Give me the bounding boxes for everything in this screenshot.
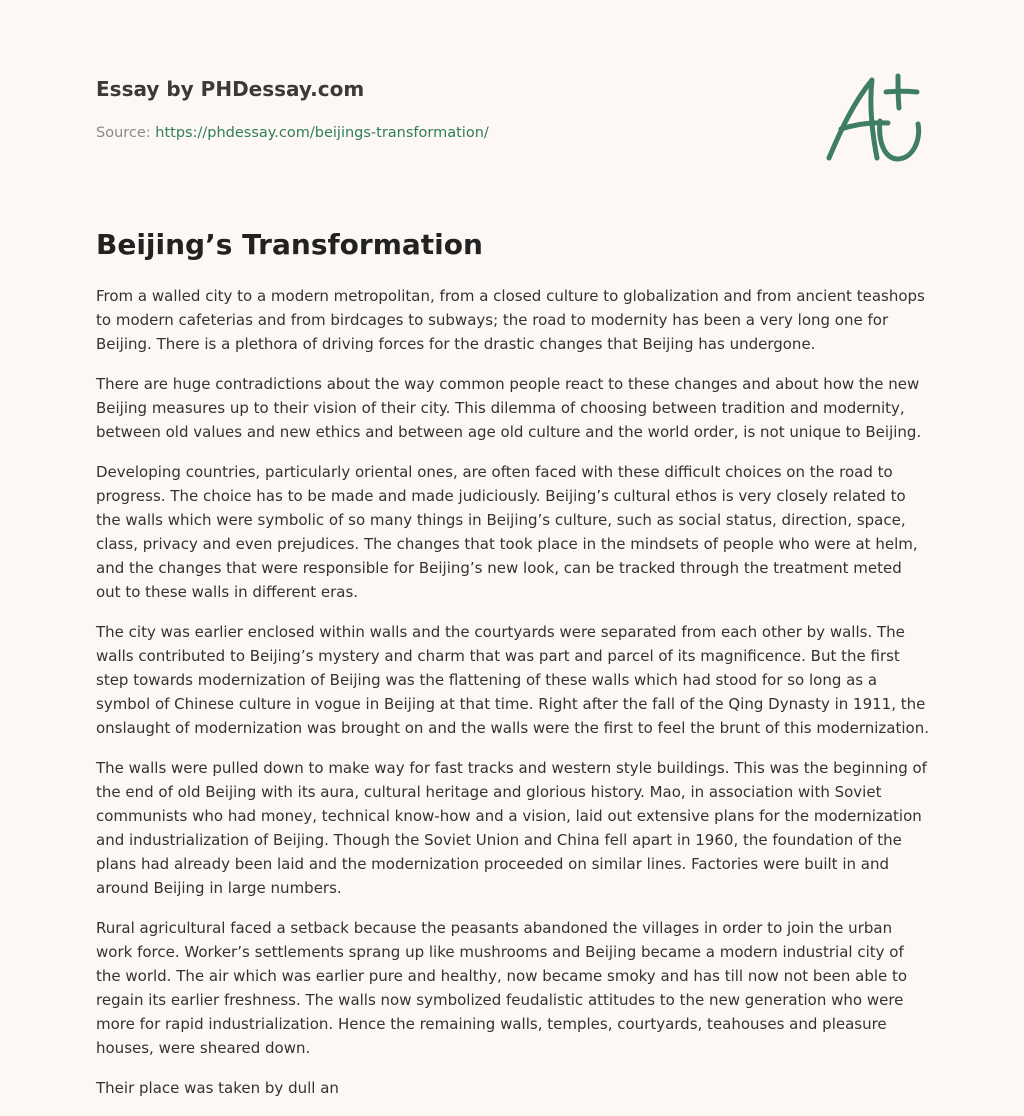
essay-body bbox=[96, 284, 930, 1116]
source-link[interactable]: https://phdessay.com/beijings-transformation/ bbox=[155, 125, 489, 141]
essay-paragraph: Rural agricultural faced a setback because the peasants abandoned the villages in order to join the urban work force. Worker’s settlements sprang up like mushrooms and Beijing became a modern industrial city of the world. The air which was earlier pure and healthy, now became smoky and has till now not been able to regain its earlier freshness. The walls now symbolized feudalistic attitudes to the new generation who were more for rapid industrialization. Hence the remaining walls, temples, courtyards, teahouses and pleasure houses, were sheared down. bbox=[96, 919, 908, 1057]
essay-paragraph: Developing countries, particularly oriental ones, are often faced with these difficult choices on the road to progress. The choice has to be made and made judiciously. Beijing’s cultural ethos is very closely related to the walls which were symbolic of so many things in Beijing’s culture, such as social status, direction, space, class, privacy and even prejudices. The changes that took place in the mindsets of people who were at helm, and the changes that were responsible for Beijing’s new look, can be tracked through the treatment meted out to these walls in different eras. bbox=[96, 463, 918, 601]
essay-paragraph: The walls were pulled down to make way for fast tracks and western style buildings. This was the beginning of the end of old Beijing with its aura, cultural heritage and glorious history. Mao, in association with Soviet communists who had money, technical know-how and a vision, laid out extensive plans for the modernization and industrialization of Beijing. Though the Soviet Union and China fell apart in 1960, the foundation of the plans had already been laid and the modernization proceeded on similar lines. Factories were built in and around Beijing in large numbers. bbox=[96, 759, 927, 897]
essay-paragraph: The city was earlier enclosed within walls and the courtyards were separated from each other by walls. The walls contributed to Beijing’s mystery and charm that was part and parcel of its magnificence. But the first step towards modernization of Beijing was the flattening of these walls which had stood for so long as a symbol of Chinese culture in vogue in Beijing at that time. Right after the fall of the Qing Dynasty in 1911, the onslaught of modernization was brought on and the walls were the first to feel the brunt of this modernization. bbox=[96, 623, 929, 737]
source-line bbox=[96, 122, 696, 144]
circle-loop bbox=[880, 121, 919, 159]
source-label: Source: bbox=[96, 125, 156, 141]
essay-paragraph: From a walled city to a modern metropolitan, from a closed culture to globalization and from ancient teashops to modern cafeterias and from birdcages to subways; the road to modernity has been a very long one for Beijing. There is a plethora of driving forces for the drastic changes that Beijing has undergone. bbox=[96, 287, 925, 353]
letter-a-stroke bbox=[829, 80, 877, 158]
a-plus-grade-icon bbox=[820, 66, 930, 166]
essay-header bbox=[96, 74, 696, 144]
brand-title: Essay by PHDessay.com bbox=[96, 77, 365, 101]
essay-paragraph: Their place was taken by dull an bbox=[96, 1079, 339, 1097]
essay-paragraph: There are huge contradictions about the way common people react to these changes and about how the new Beijing measures up to their vision of their city. This dilemma of choosing between tradition and modernity, between old values and new ethics and between age old culture and the world order, is not unique to Beijing. bbox=[96, 375, 922, 441]
essay-title: Beijing’s Transformation bbox=[96, 228, 483, 261]
plus-horizontal bbox=[886, 91, 917, 92]
